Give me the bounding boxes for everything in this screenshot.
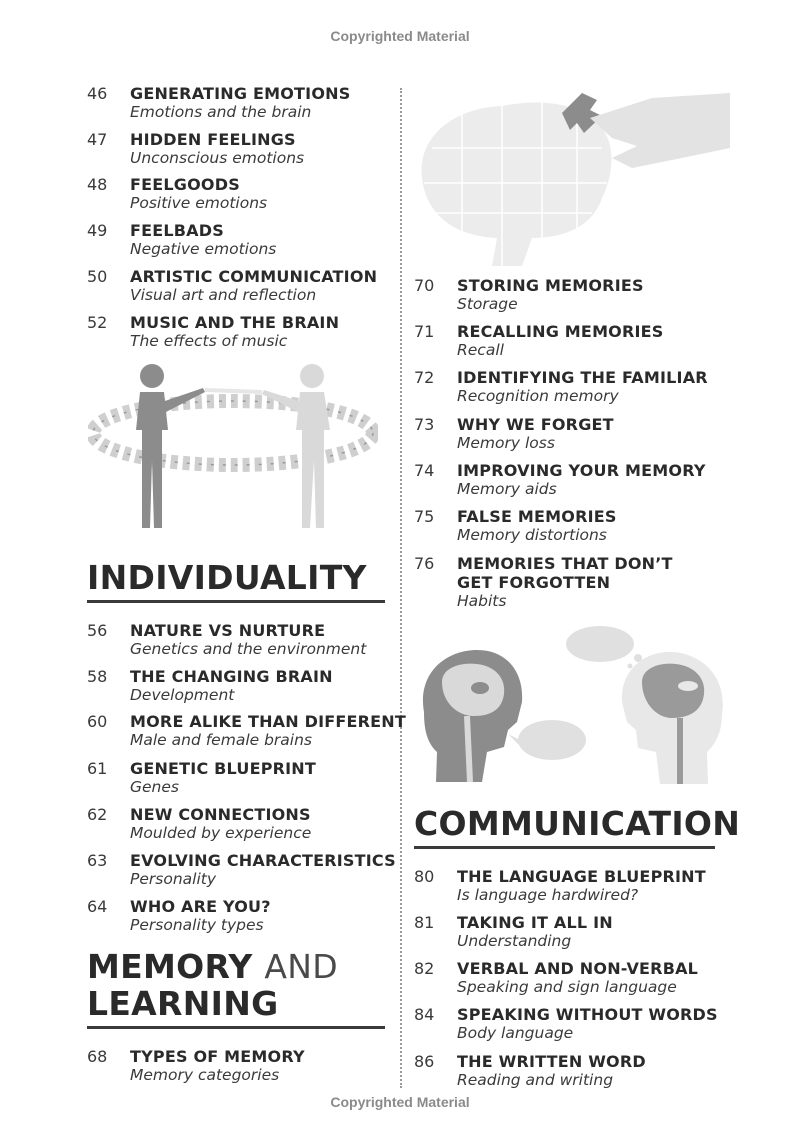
page-number: 56 xyxy=(87,621,108,640)
page-number: 60 xyxy=(87,712,108,731)
entry-title: WHO ARE YOU? xyxy=(130,897,271,916)
page-number: 63 xyxy=(87,851,108,870)
entry-subtitle: Male and female brains xyxy=(130,731,313,749)
entry-subtitle: Storage xyxy=(457,295,518,313)
entry-subtitle: Development xyxy=(130,686,235,704)
entry-title: STORING MEMORIES xyxy=(457,276,644,295)
section-heading-memory xyxy=(87,948,338,985)
entry-title: HIDDEN FEELINGS xyxy=(130,130,296,149)
entry-title: MORE ALIKE THAN DIFFERENT xyxy=(130,712,406,731)
page-number: 80 xyxy=(414,867,435,886)
entry-title: ARTISTIC COMMUNICATION xyxy=(130,267,378,286)
page-number: 72 xyxy=(414,368,435,387)
entry-subtitle: Genetics and the environment xyxy=(130,640,367,658)
entry-subtitle: Emotions and the brain xyxy=(130,103,312,121)
entry-subtitle: Negative emotions xyxy=(130,240,277,258)
watermark-top: Copyrighted Material xyxy=(330,28,470,44)
page-number: 73 xyxy=(414,415,435,434)
entry-title: THE WRITTEN WORD xyxy=(457,1052,646,1071)
entry-title: GENERATING EMOTIONS xyxy=(130,84,351,103)
page-number: 75 xyxy=(414,507,435,526)
entry-title: EVOLVING CHARACTERISTICS xyxy=(130,851,396,870)
entry-subtitle: The effects of music xyxy=(130,332,288,350)
page-number: 62 xyxy=(87,805,108,824)
entry-title: MEMORIES THAT DON’T GET FORGOTTEN xyxy=(457,554,673,592)
entry-subtitle: Is language hardwired? xyxy=(457,886,639,904)
entry-title: THE CHANGING BRAIN xyxy=(130,667,333,686)
entry-subtitle: Memory categories xyxy=(130,1066,280,1084)
section-heading-individuality: INDIVIDUALITY xyxy=(87,558,367,597)
entry-subtitle: Habits xyxy=(457,592,507,610)
page-number: 49 xyxy=(87,221,108,240)
entry-subtitle: Unconscious emotions xyxy=(130,149,305,167)
entry-subtitle: Memory loss xyxy=(457,434,555,452)
entry-subtitle: Recall xyxy=(457,341,504,359)
entry-title: IDENTIFYING THE FAMILIAR xyxy=(457,368,708,387)
entry-title: RECALLING MEMORIES xyxy=(457,322,664,341)
entry-subtitle: Positive emotions xyxy=(130,194,268,212)
section-rule xyxy=(87,1026,385,1029)
page-number: 86 xyxy=(414,1052,435,1071)
page-number: 48 xyxy=(87,175,108,194)
entry-subtitle: Moulded by experience xyxy=(130,824,312,842)
column-divider xyxy=(400,88,402,1088)
entry-subtitle: Speaking and sign language xyxy=(457,978,677,996)
page-number: 74 xyxy=(414,461,435,480)
page-number: 76 xyxy=(414,554,435,573)
entry-subtitle: Reading and writing xyxy=(457,1071,614,1089)
entry-subtitle: Body language xyxy=(457,1024,574,1042)
entry-title: IMPROVING YOUR MEMORY xyxy=(457,461,706,480)
two-figures-dna-icon xyxy=(88,360,378,535)
page-number: 70 xyxy=(414,276,435,295)
page-number: 82 xyxy=(414,959,435,978)
page-number: 64 xyxy=(87,897,108,916)
heading-and-word: AND xyxy=(264,947,338,986)
heading-memory-word: MEMORY xyxy=(87,947,253,986)
page-number: 58 xyxy=(87,667,108,686)
two-heads-speech-icon xyxy=(412,622,730,787)
section-rule xyxy=(87,600,385,603)
page-number: 50 xyxy=(87,267,108,286)
entry-title: MUSIC AND THE BRAIN xyxy=(130,313,340,332)
section-rule xyxy=(414,846,715,849)
entry-subtitle: Memory distortions xyxy=(457,526,607,544)
entry-title: TAKING IT ALL IN xyxy=(457,913,613,932)
entry-subtitle: Personality xyxy=(130,870,216,888)
entry-title: FEELBADS xyxy=(130,221,224,240)
entry-subtitle: Genes xyxy=(130,778,179,796)
entry-subtitle: Recognition memory xyxy=(457,387,619,405)
section-heading-learning: LEARNING xyxy=(87,984,279,1023)
jigsaw-brain-hand-icon xyxy=(412,88,732,266)
entry-title: SPEAKING WITHOUT WORDS xyxy=(457,1005,718,1024)
entry-title: NEW CONNECTIONS xyxy=(130,805,311,824)
page-number: 61 xyxy=(87,759,108,778)
page-number: 71 xyxy=(414,322,435,341)
page-number: 81 xyxy=(414,913,435,932)
entry-title: TYPES OF MEMORY xyxy=(130,1047,305,1066)
page-number: 68 xyxy=(87,1047,108,1066)
entry-title: THE LANGUAGE BLUEPRINT xyxy=(457,867,706,886)
page-number: 47 xyxy=(87,130,108,149)
entry-title: FEELGOODS xyxy=(130,175,240,194)
entry-subtitle: Personality types xyxy=(130,916,264,934)
entry-title: WHY WE FORGET xyxy=(457,415,614,434)
page-number: 52 xyxy=(87,313,108,332)
watermark-bottom: Copyrighted Material xyxy=(330,1094,470,1110)
entry-title: GENETIC BLUEPRINT xyxy=(130,759,317,778)
entry-subtitle: Understanding xyxy=(457,932,572,950)
page-number: 46 xyxy=(87,84,108,103)
section-heading-communication: COMMUNICATION xyxy=(414,804,741,843)
page-number: 84 xyxy=(414,1005,435,1024)
entry-subtitle: Visual art and reflection xyxy=(130,286,317,304)
entry-title: FALSE MEMORIES xyxy=(457,507,617,526)
entry-subtitle: Memory aids xyxy=(457,480,557,498)
entry-title: VERBAL AND NON-VERBAL xyxy=(457,959,699,978)
entry-title: NATURE VS NURTURE xyxy=(130,621,326,640)
